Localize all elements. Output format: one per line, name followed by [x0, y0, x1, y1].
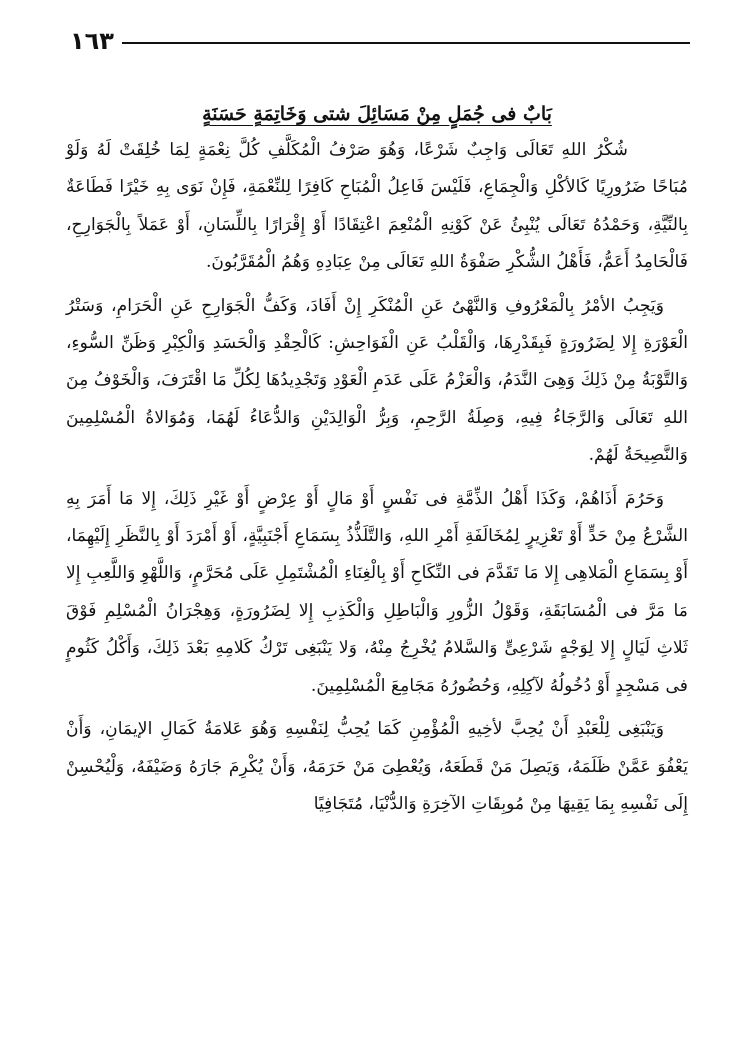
paragraph-enjoining-good: وَيَجِبُ الأمْرُ بِالْمَعْرُوفِ وَالنَّهْىُ عَنِ الْمُنْكَرِ إِنْ أَفَادَ، وَكَفُّ الْجَوَارِحِ عَنِ الْحَرَامِ، وَسَتْرُ الْعَوْرَةِ إِلا لِضَرُورَةٍ فَبِقَدْرِهَا، وَالْقَلْبُ عَنِ الْفَوَاحِشِ: كَالْحِقْدِ وَالْحَسَدِ وَالْكِبْرِ وَظَنِّ السُّوءِ، وَالتَّوْبَةُ مِنْ ذَلِكَ وَهِىَ النَّدَمُ، وَالْعَزْمُ عَلَى عَدَمِ الْعَوْدِ وَتَجْدِيدُهَا لِكُلِّ مَا اقْتَرَفَ، وَالْخَوْفُ مِنَ اللهِ تَعَالَى وَالرَّجَاءُ فِيهِ، وَصِلَةُ الرَّحِمِ، وَبِرُّ الْوَالِدَيْنِ وَالدُّعَاءُ لَهُمَا، وَمُوَالاةُ الْمُسْلِمِينَ وَالنَّصِيحَةُ لَهُمْ. [66, 295, 688, 466]
paragraph-gratitude: شُكْرُ اللهِ تَعَالَى وَاجِبٌ شَرْعًا، وَهُوَ صَرْفُ الْمُكَلَّفِ كُلَّ نِعْمَةٍ لِمَا خُلِقَتْ لَهُ وَلَوْ مُبَاحًا ضَرُورِيًا كَالأكْلِ وَالْجِمَاعِ، فَلَيْسَ فَاعِلُ الْمُبَاحِ كَافِرًا لِلنِّعْمَةِ، فَإِنْ نَوَى بِهِ خَيْرًا فَطَاعَةٌ بِالنِّيَّةِ، وَحَمْدُهُ تَعَالَى يُنْبِئُ عَنْ كَوْنِهِ الْمُنْعِمَ اعْتِقَادًا أَوْ إِقْرَارًا بِاللِّسَانِ، أَوْ عَمَلاً بِالْجَوَارِحِ، فَالْحَامِدُ أَعَمُّ، فَأَهْلُ الشُّكْرِ صَفْوَةُ اللهِ تَعَالَى مِنْ عِبَادِهِ وَهُمُ الْمُقَرَّبُونَ. [66, 140, 688, 273]
paragraph-brotherhood: وَيَنْبَغِى لِلْعَبْدِ أَنْ يُحِبَّ لأخِيهِ الْمُؤْمِنِ كَمَا يُحِبُّ لِنَفْسِهِ وَهُوَ عَلامَةُ كَمَالِ الإيمَانِ، وَأَنْ يَعْفُوَ عَمَّنْ ظَلَمَهُ، وَيَصِلَ مَنْ قَطَعَهُ، وَيُعْطِىَ مَنْ حَرَمَهُ، وَأَنْ يُكْرِمَ جَارَهُ وَضَيْفَهُ، وَلْيُحْسِنْ إِلَى نَفْسِهِ بِمَا يَقِيهَا مِنْ مُوبِقَاتِ الآخِرَةِ وَالدُّنْيَا، مُتَجَافِيًا [66, 719, 688, 814]
paragraph-prohibitions: وَحَرُمَ أَذَاهُمْ، وَكَذَا أَهْلُ الذِّمَّةِ فى نَفْسٍ أَوْ مَالٍ أَوْ عِرْضٍ أَوْ غَيْرِ ذَلِكَ، إِلا مَا أَمَرَ بِهِ الشَّرْعُ مِنْ حَدٍّ أَوْ تَعْزِيرٍ لِمُخَالَفَةِ أَمْرِ اللهِ، وَالتَّلَذُّذُ بِسَمَاعِ أَجْنَبِيَّةٍ، أَوْ أَمْرَدَ أَوْ بِالنَّظَرِ إِلَيْهِمَا، أَوْ بِسَمَاعِ الْمَلاهِى إِلا مَا تَقَدَّمَ فى النِّكَاحِ أَوْ بِالْغِنَاءِ الْمُشْتَمِلِ عَلَى مُحَرَّمٍ، وَاللَّهْوِ وَاللَّعِبِ إِلا مَا مَرَّ فى الْمُسَابَقَةِ، وَقَوْلُ الزُّورِ وَالْبَاطِلِ وَالْكَذِبِ إِلا لِضَرُورَةٍ، وَهِجْرَانُ الْمُسْلِمِ فَوْقَ ثَلاثِ لَيَالٍ إِلا لِوَجْهٍ شَرْعِىٍّ وَالسَّلامُ يُخْرِجُ مِنْهُ، وَلا يَنْبَغِى تَرْكُ كَلامِهِ بَعْدَ ذَلِكَ، وَأَكْلُ كَثُومٍ فى مَسْجِدٍ أَوْ دُخُولُهُ لآكِلِهِ، وَحُضُورُهُ مَجَامِعَ الْمُسْلِمِينَ. [66, 488, 688, 696]
page-body [66, 100, 688, 829]
page-number: ١٦٣ [70, 27, 114, 55]
chapter-title: بَابٌ فى جُمَلٍ مِنْ مَسَائِلَ شتى وَخَاتِمَةٍ حَسَنَةٍ [202, 103, 552, 125]
page-header [40, 26, 690, 62]
header-rule [122, 42, 690, 44]
